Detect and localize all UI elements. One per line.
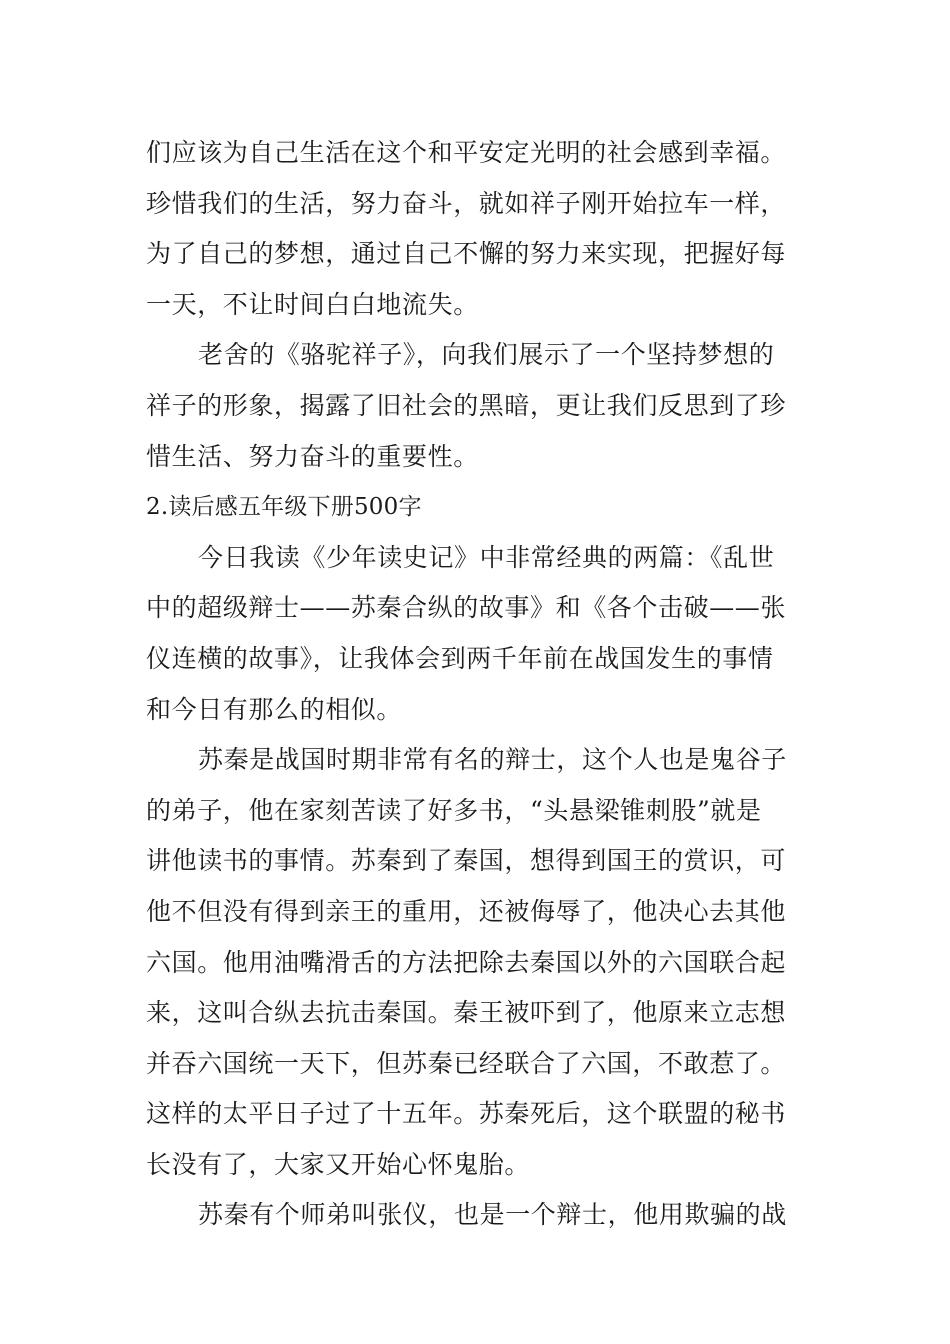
paragraph-start: 苏秦是战国时期非常有名的辩士，这个人也是鬼谷子 [198,745,787,775]
text-line: 长没有了，大家又开始心怀鬼胎。 [146,1149,531,1179]
paragraph-start: 苏秦有个师弟叫张仪，也是一个辩士，他用欺骗的战 [198,1200,787,1230]
document-page [146,128,814,1241]
text-line: 一天，不让时间白白地流失。 [146,289,479,319]
text-line: 他不但没有得到亲王的重用，还被侮辱了，他决心去其他 [146,896,787,926]
text-line: 讲他读书的事情。苏秦到了秦国，想得到国王的赏识，可 [146,846,787,876]
text-line: 这样的太平日子过了十五年。苏秦死后，这个联盟的秘书 [146,1099,787,1129]
text-line: 的弟子，他在家刻苦读了好多书，“头悬梁锥刺股”就是 [146,795,762,825]
text-line: 为了自己的梦想，通过自己不懈的努力来实现，把握好每 [146,239,787,269]
paragraph-start: 老舍的《骆驼祥子》，向我们展示了一个坚持梦想的 [198,340,775,370]
paragraph-start: 今日我读《少年读史记》中非常经典的两篇：《乱世 [198,542,775,572]
section-heading: 2.读后感五年级下册500字 [146,494,422,521]
text-line: 六国。他用油嘴滑舌的方法把除去秦国以外的六国联合起 [146,947,787,977]
text-line: 并吞六国统一天下，但苏秦已经联合了六国，不敢惹了。 [146,1048,787,1078]
text-line: 惜生活、努力奋斗的重要性。 [146,441,479,471]
text-line: 珍惜我们的生活，努力奋斗，就如祥子刚开始拉车一样， [146,188,787,218]
text-line: 和今日有那么的相似。 [146,694,403,724]
text-line: 们应该为自己生活在这个和平安定光明的社会感到幸福。 [146,138,787,167]
text-line: 祥子的形象，揭露了旧社会的黑暗，更让我们反思到了珍 [146,390,787,420]
text-line: 来，这叫合纵去抗击秦国。秦王被吓到了，他原来立志想 [146,998,787,1028]
text-line: 中的超级辩士——苏秦合纵的故事》和《各个击破——张 [146,593,787,623]
text-line: 仪连横的故事》，让我体会到两千年前在战国发生的事情 [146,643,774,673]
